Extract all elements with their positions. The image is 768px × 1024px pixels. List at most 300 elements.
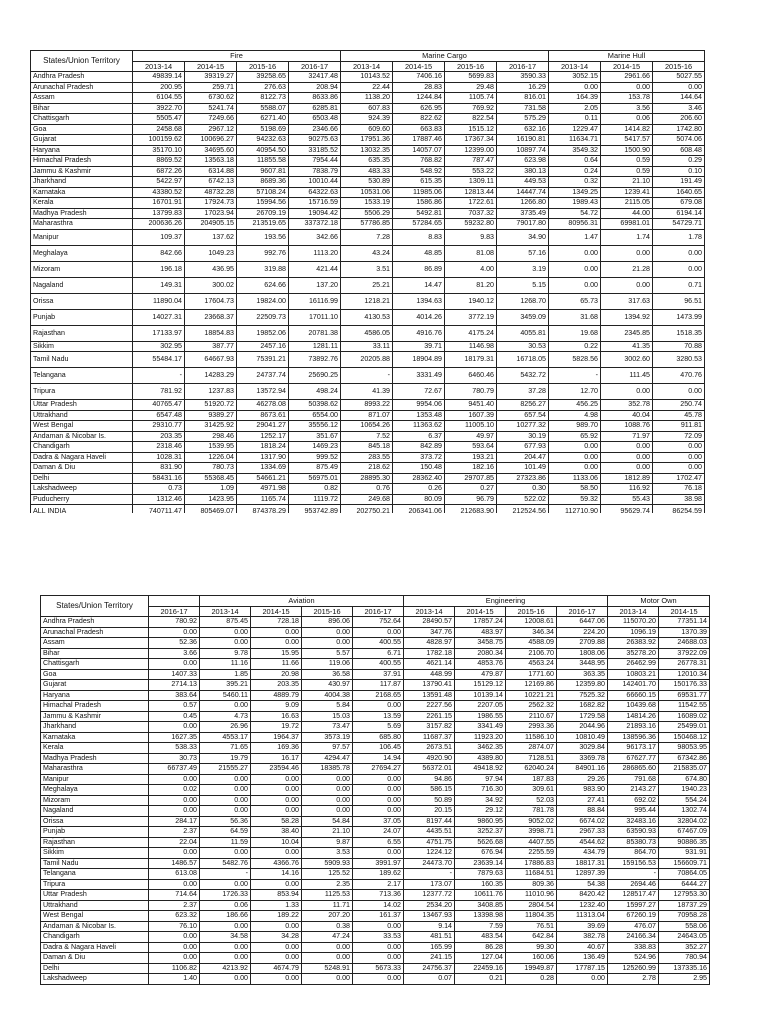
table-row [41,753,710,764]
value-cell: 14447.74 [497,187,549,198]
value-cell: 17367.34 [445,135,497,146]
value-cell: 0.00 [302,795,353,806]
value-cell: 632.16 [497,124,549,135]
value-cell: 76.18 [653,484,705,495]
value-cell: - [133,368,185,384]
value-cell: 25.21 [341,277,393,293]
value-cell: 1096.19 [608,627,659,638]
value-cell: 31425.92 [185,421,237,432]
value-cell: 363.35 [557,669,608,680]
value-cell: 16089.02 [659,711,710,722]
value-cell: 3459.09 [497,309,549,325]
value-cell: 22459.16 [455,963,506,974]
value-cell: 3549.32 [549,145,601,156]
value-cell: 12399.00 [445,145,497,156]
value-cell: 0.00 [149,953,200,964]
value-cell: 17133.97 [133,325,185,341]
value-cell: 448.99 [404,669,455,680]
value-cell: 23668.37 [185,309,237,325]
value-cell: 20205.88 [341,352,393,368]
value-cell: 0.45 [149,711,200,722]
value-cell: 13799.83 [133,208,185,219]
value-cell: 5.84 [302,701,353,712]
value-cell: 189.22 [251,911,302,922]
value-cell: 67467.09 [659,827,710,838]
table-row [41,953,710,964]
value-cell: 49418.92 [455,764,506,775]
value-cell: 10897.74 [497,145,549,156]
value-cell: 27694.27 [353,764,404,775]
value-cell: 685.80 [353,732,404,743]
value-cell: 0.00 [200,942,251,953]
state-name: Daman & Diu [31,463,133,474]
value-cell: 3998.71 [506,827,557,838]
value-cell: 3157.82 [404,722,455,733]
value-cell: 19.79 [200,753,251,764]
value-cell: 780.92 [149,617,200,628]
value-cell: 0.00 [200,974,251,985]
value-cell: 2143.27 [608,785,659,796]
value-cell: 5.57 [302,648,353,659]
value-cell: 1986.55 [455,711,506,722]
value-cell: 1729.58 [557,711,608,722]
value-cell: 160.35 [455,879,506,890]
value-cell: 17924.73 [185,198,237,209]
value-cell: 196.18 [133,261,185,277]
value-cell: 54661.21 [237,473,289,484]
value-cell: 1239.41 [601,187,653,198]
value-cell: 430.97 [302,680,353,691]
value-cell: 15129.12 [455,680,506,691]
value-cell: 153.78 [601,93,653,104]
value-cell: 29.26 [557,774,608,785]
table-row [31,187,705,198]
value-cell: 2.05 [549,103,601,114]
value-cell: 871.07 [341,410,393,421]
header-row-groups [31,51,705,62]
state-name: Madhya Pradesh [41,753,149,764]
value-cell: 39258.65 [237,72,289,83]
total-label: ALL INDIA [31,505,133,514]
state-name: Uttrakhand [41,900,149,911]
state-name: Chattisgarh [41,659,149,670]
value-cell: 3991.97 [353,858,404,869]
value-cell: 593.64 [445,442,497,453]
value-cell: 626.95 [393,103,445,114]
value-cell: 608.48 [653,145,705,156]
table-row [41,617,710,628]
table-row [41,837,710,848]
value-cell: 0.00 [353,848,404,859]
value-cell: 10803.21 [608,669,659,680]
value-cell: 186.66 [200,911,251,922]
value-cell: 999.52 [289,452,341,463]
value-cell: 9.83 [445,229,497,245]
value-cell: 18179.31 [445,352,497,368]
state-name: Nagaland [41,806,149,817]
value-cell: - [200,869,251,880]
value-cell: 0.00 [601,245,653,261]
state-name: Jammu & Kashmir [41,711,149,722]
state-name: Mizoram [31,261,133,277]
value-cell: 14283.29 [185,368,237,384]
value-cell: 351.67 [289,431,341,442]
value-cell: 1533.19 [341,198,393,209]
table-row [41,869,710,880]
value-cell: 27323.86 [497,473,549,484]
value-cell: 63590.93 [608,827,659,838]
value-cell: 9.78 [200,648,251,659]
value-cell: 12169.86 [506,680,557,691]
value-cell: 0.27 [445,484,497,495]
value-cell: 5460.11 [200,690,251,701]
value-cell: 7406.16 [393,72,445,83]
value-cell: 52.36 [149,638,200,649]
value-cell: 470.76 [653,368,705,384]
value-cell: 54.38 [557,879,608,890]
value-cell: 37.91 [353,669,404,680]
value-cell: 613.08 [149,869,200,880]
value-cell: 0.00 [549,277,601,293]
value-cell: 15.95 [251,648,302,659]
value-cell: 173.07 [404,879,455,890]
value-cell: 0.00 [353,774,404,785]
value-cell: 2115.05 [601,198,653,209]
value-cell: 1.74 [601,229,653,245]
value-cell: 19949.87 [506,963,557,974]
value-cell: 77351.14 [659,617,710,628]
value-cell: 1302.74 [659,806,710,817]
value-cell: 21.10 [601,177,653,188]
value-cell: 1539.95 [185,442,237,453]
value-cell: 0.00 [601,277,653,293]
value-cell: 4.00 [445,261,497,277]
value-cell: 0.00 [149,795,200,806]
value-cell: 6.37 [393,431,445,442]
value-cell: 24737.74 [237,368,289,384]
value-cell: 0.00 [353,942,404,953]
value-cell: 1317.90 [237,452,289,463]
value-cell: 575.29 [497,114,549,125]
value-cell: 1771.60 [506,669,557,680]
value-cell: 213519.65 [237,219,289,230]
table-row [41,722,710,733]
table-row [31,156,705,167]
value-cell: 382.78 [557,932,608,943]
value-cell: 421.44 [289,261,341,277]
value-cell: 1394.63 [393,293,445,309]
value-cell: 2458.68 [133,124,185,135]
value-cell: 615.35 [393,177,445,188]
value-cell: 137.20 [289,277,341,293]
value-cell: 0.24 [549,166,601,177]
value-cell: 17887.46 [393,135,445,146]
value-cell: 989.70 [549,421,601,432]
value-cell: 17011.10 [289,309,341,325]
value-cell: 769.92 [445,103,497,114]
year-header: 2014-15 [251,606,302,617]
total-value: 95629.74 [601,505,653,514]
value-cell: 32804.02 [659,816,710,827]
state-name: Jharkhand [41,722,149,733]
value-cell: 204905.15 [185,219,237,230]
value-cell: 128517.47 [608,890,659,901]
value-cell: 609.60 [341,124,393,135]
value-cell: 0.11 [549,114,601,125]
table-row [41,638,710,649]
state-name: Dadra & Nagara Haveli [31,452,133,463]
value-cell: 29041.27 [237,421,289,432]
value-cell: 0.22 [549,341,601,352]
value-cell: 623.32 [149,911,200,922]
value-cell: 76.51 [506,921,557,932]
value-cell: 28895.30 [341,473,393,484]
value-cell: 0.00 [302,953,353,964]
state-name: Rajasthan [41,837,149,848]
value-cell: 16190.81 [497,135,549,146]
value-cell: 6547.48 [133,410,185,421]
value-cell: 215835.07 [659,764,710,775]
value-cell: 58431.16 [133,473,185,484]
value-cell: 16.29 [497,82,549,93]
state-name: Uttar Pradesh [31,400,133,411]
value-cell: 4621.14 [404,659,455,670]
value-cell: 530.89 [341,177,393,188]
value-cell: 6554.00 [289,410,341,421]
value-cell: 995.44 [608,806,659,817]
value-cell: 81.20 [445,277,497,293]
value-cell: 4889.79 [251,690,302,701]
value-cell: 0.00 [200,627,251,638]
value-cell: 32483.16 [608,816,659,827]
table-row [31,421,705,432]
value-cell: 41.35 [601,341,653,352]
value-cell: 1627.35 [149,732,200,743]
year-header: 2013-14 [549,61,601,72]
state-name: Manipur [31,229,133,245]
value-cell: 43380.52 [133,187,185,198]
value-cell: 2044.96 [557,722,608,733]
table-row [31,452,705,463]
table-row [31,277,705,293]
value-cell: 0.00 [251,638,302,649]
value-cell: 18737.29 [659,900,710,911]
value-cell: 352.27 [659,942,710,953]
value-cell: 6503.48 [289,114,341,125]
table-row [41,942,710,953]
state-name: Orissa [31,293,133,309]
value-cell: 49839.14 [133,72,185,83]
value-cell: 284.17 [149,816,200,827]
table-row [41,627,710,638]
value-cell: 10439.68 [608,701,659,712]
value-cell: 32417.48 [289,72,341,83]
value-cell: 558.06 [659,921,710,932]
value-cell: 35556.12 [289,421,341,432]
value-cell: 286865.60 [608,764,659,775]
value-cell: 4586.05 [341,325,393,341]
value-cell: 6742.13 [185,177,237,188]
value-cell: 2345.85 [601,325,653,341]
table-row [31,494,705,505]
value-cell: 624.66 [237,277,289,293]
value-cell: 0.00 [549,261,601,277]
value-cell: 842.66 [133,245,185,261]
state-name: Andaman & Nicobar Is. [41,921,149,932]
value-cell: 24756.37 [404,963,455,974]
value-cell: 3462.35 [455,743,506,754]
value-cell: 69531.77 [659,690,710,701]
table-row [41,764,710,775]
value-cell: 931.91 [659,848,710,859]
state-name: West Bengal [31,421,133,432]
value-cell: 200.95 [133,82,185,93]
value-cell: 0.10 [653,166,705,177]
state-name: Delhi [41,963,149,974]
value-cell: 1818.24 [237,442,289,453]
value-cell: 0.00 [302,638,353,649]
value-cell: 1334.69 [237,463,289,474]
value-cell: 76.10 [149,921,200,932]
value-cell: 250.74 [653,400,705,411]
value-cell: 0.00 [653,452,705,463]
value-cell: 476.07 [608,921,659,932]
value-cell: 80956.31 [549,219,601,230]
value-cell: 65.73 [549,293,601,309]
value-cell: 17604.73 [185,293,237,309]
value-cell: 7.28 [341,229,393,245]
table-row [41,879,710,890]
value-cell: 0.26 [393,484,445,495]
fire-marine-table-region [30,50,768,513]
value-cell: 137.62 [185,229,237,245]
value-cell: 0.00 [549,463,601,474]
value-cell: 13790.41 [404,680,455,691]
value-cell: 26778.31 [659,659,710,670]
value-cell: 283.55 [341,452,393,463]
value-cell: 0.00 [302,942,353,953]
value-cell: - [549,368,601,384]
value-cell: 0.00 [353,701,404,712]
table-row [41,774,710,785]
value-cell: 663.83 [393,124,445,135]
value-cell: 84901.16 [557,764,608,775]
value-cell: 4916.76 [393,325,445,341]
value-cell: 1229.47 [549,124,601,135]
value-cell: 30.19 [497,431,549,442]
value-cell: 716.30 [455,785,506,796]
value-cell: 728.18 [251,617,302,628]
value-cell: 0.00 [302,974,353,985]
value-cell: 16116.99 [289,293,341,309]
value-cell: 2.78 [608,974,659,985]
table-row [41,848,710,859]
year-header: 2013-14 [133,61,185,72]
value-cell: 10.04 [251,837,302,848]
value-cell: 400.55 [353,638,404,649]
value-cell: 41.39 [341,384,393,400]
value-cell: 8.83 [393,229,445,245]
value-cell: 38.98 [653,494,705,505]
state-name: Tripura [31,384,133,400]
value-cell: 338.83 [608,942,659,953]
value-cell: 1682.82 [557,701,608,712]
value-cell: 85380.73 [608,837,659,848]
value-cell: 2709.88 [557,638,608,649]
value-cell: 22.04 [149,837,200,848]
value-cell: 0.00 [200,921,251,932]
value-cell: 73892.76 [289,352,341,368]
value-cell: 1518.35 [653,325,705,341]
value-cell: 8256.27 [497,400,549,411]
value-cell: 55368.45 [185,473,237,484]
value-cell: 19.68 [549,325,601,341]
value-cell: 14027.31 [133,309,185,325]
value-cell: 822.54 [445,114,497,125]
table-row [31,325,705,341]
value-cell: 14057.07 [393,145,445,156]
value-cell: 0.00 [200,953,251,964]
value-cell: 809.36 [506,879,557,890]
value-cell: 4366.76 [251,858,302,869]
states-header: States/Union Territory [31,51,133,72]
value-cell: 3772.19 [445,309,497,325]
table-row [31,93,705,104]
value-cell: 831.90 [133,463,185,474]
value-cell: 5588.07 [237,103,289,114]
value-cell: 2457.16 [237,341,289,352]
value-cell: 911.81 [653,421,705,432]
value-cell: 1309.11 [445,177,497,188]
value-cell: - [608,869,659,880]
value-cell: 8420.42 [557,890,608,901]
value-cell: 75391.21 [237,352,289,368]
value-cell: 1119.72 [289,494,341,505]
value-cell: 1473.99 [653,309,705,325]
value-cell: 54.72 [549,208,601,219]
value-cell: 9.87 [302,837,353,848]
value-cell: 538.33 [149,743,200,754]
year-header: 2015-16 [506,606,557,617]
value-cell: 0.00 [353,785,404,796]
value-cell: 50398.62 [289,400,341,411]
table-row [31,145,705,156]
value-cell: 22.44 [341,82,393,93]
value-cell: 1394.92 [601,309,653,325]
value-cell: 4014.26 [393,309,445,325]
state-name: Lakshadweep [41,974,149,985]
value-cell: 182.16 [445,463,497,474]
value-cell: 13591.48 [404,690,455,701]
value-cell: 5828.56 [549,352,601,368]
value-cell: 30.73 [149,753,200,764]
value-cell: 0.06 [601,114,653,125]
value-cell: 352.78 [601,400,653,411]
value-cell: 11005.10 [445,421,497,432]
group-header [149,596,200,607]
group-header: Marine Cargo [341,51,549,62]
value-cell: 1125.53 [302,890,353,901]
value-cell: 2110.67 [506,711,557,722]
value-cell: 400.55 [353,659,404,670]
table-row [41,890,710,901]
value-cell: 11010.96 [506,890,557,901]
value-cell: 5699.83 [445,72,497,83]
value-cell: 100159.62 [133,135,185,146]
table-row [31,400,705,411]
value-cell: 11363.62 [393,421,445,432]
value-cell: 8689.36 [237,177,289,188]
